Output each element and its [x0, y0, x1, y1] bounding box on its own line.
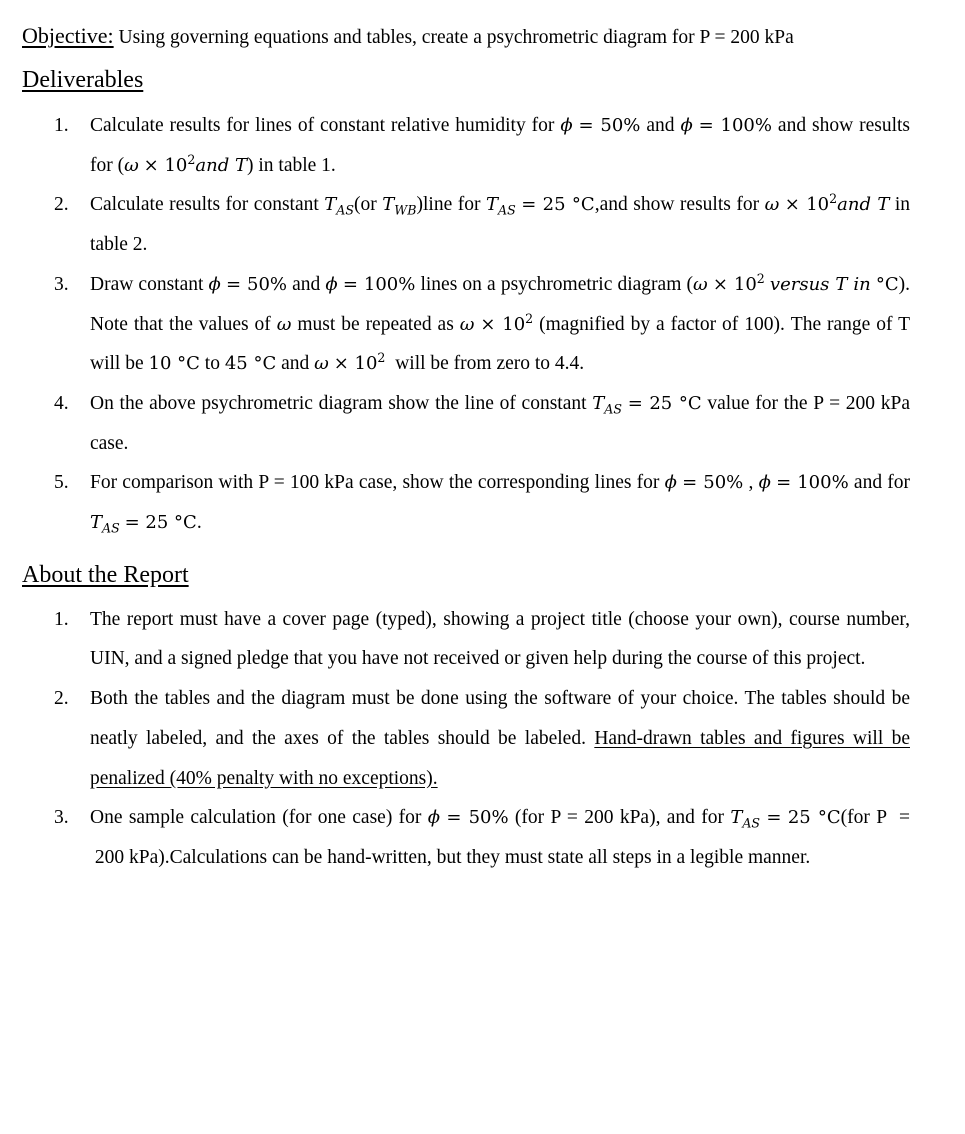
about-item: 3. One sample calculation (for one case) for ϕ = 50% (for P = 200 kPa), and for $T_{AS} = 25$ °C(for P = 200 kPa).Calculations can be hand-written, but they must state all steps in a legible manner. [54, 807, 910, 868]
deliverable-item: 2. Calculate results for constant $T_{AS}(or$ $T_{WB})line$ for $T_{AS} = 25$ °C,and show results for $\omega \times 10^2and$ T in table 2. [54, 191, 911, 256]
objective-label: Objective: [22, 23, 114, 48]
document-page [22, 22, 910, 878]
deliverable-item: 3. Draw constant ϕ = 50% and ϕ = 100% lines on a psychrometric diagram ($\omega \times 10^2$ versus T in °C). Note that the values of ω must be repeated as $\omega \times 10^2$ (magnified by a factor of 100). The range of T will be 10 °C to 45 °C and $\omega \times 10^2$ will be from zero to 4.4. [54, 270, 911, 375]
penalty-notice: Hand-drawn tables and figures will be penalized (40% penalty with no exceptions). [90, 727, 910, 789]
deliverable-item: 5. For comparison with P = 100 kPa case, show the corresponding lines for ϕ = 50% , ϕ = 100% and for $T_{AS} = 25$ °C. [54, 472, 911, 536]
about-report-heading: About the Report [22, 561, 189, 588]
deliverables-heading: Deliverables [22, 67, 144, 93]
about-item: 2. Both the tables and the diagram must be done using the software of your choice. The tables should be neatly labeled, and the axes of the tables should be labeled. Hand-drawn tables and figures will be penalized (40% penalty with no exceptions). [54, 688, 910, 789]
deliverable-item: 1. Calculate results for lines of constant relative humidity for ϕ = 50% and ϕ = 100% and show results for ($\omega \times 10^2and$ T) in table 1. [54, 115, 911, 176]
about-report-list [22, 600, 910, 878]
objective-paragraph [22, 22, 910, 51]
deliverable-item: 4. On the above psychrometric diagram show the line of constant $T_{AS} = 25$ °C value for the P = 200 kPa case. [54, 392, 911, 454]
about-item: 1. The report must have a cover page (typed), showing a project title (choose your own), course number, UIN, and a signed pledge that you have not received or given help during the course of this project. [54, 608, 910, 670]
deliverables-list [22, 106, 910, 543]
objective-text: Using governing equations and tables, create a psychrometric diagram for P = 200 kPa [113, 27, 794, 48]
